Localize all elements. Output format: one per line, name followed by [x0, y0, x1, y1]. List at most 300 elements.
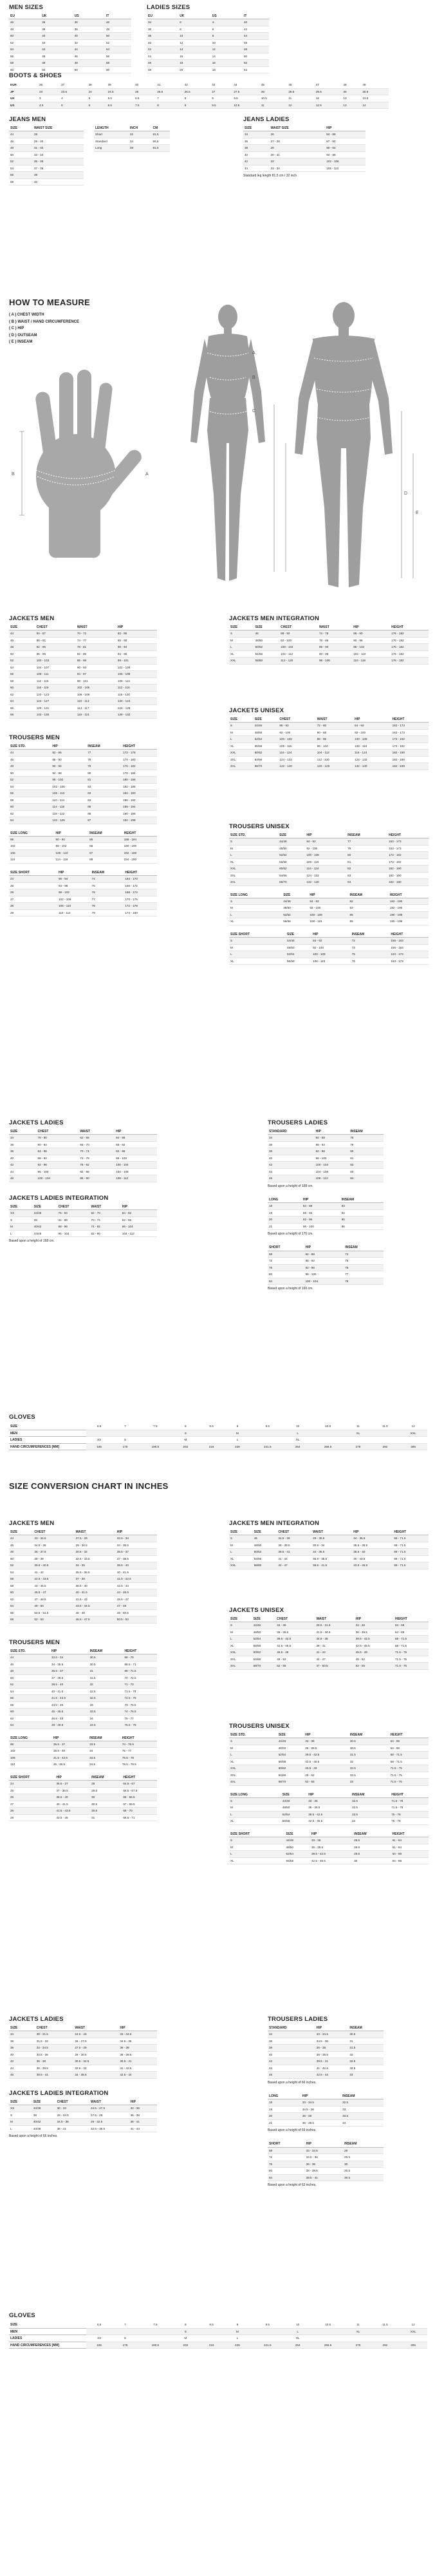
column-header: HIP [355, 1616, 394, 1622]
table-cell: 46 [253, 1535, 277, 1542]
table-cell: 42.5 - 44 [116, 1582, 157, 1589]
gloves-cell: M [172, 1437, 198, 1444]
table-row [229, 958, 429, 965]
gloves-cell: 203 [172, 2342, 198, 2349]
table-cell: 168 - 174 [124, 889, 157, 896]
table-cell: 30.5 [343, 2174, 384, 2181]
in-trousers-unisex-title: TROUSERS UNISEX [229, 1723, 290, 1730]
table-cell: L [9, 2125, 32, 2132]
table-cell: 34 - 35.5 [352, 1535, 393, 1542]
table-cell: 60 [9, 685, 35, 692]
table-row [9, 1535, 157, 1542]
table-cell: 94 - 97 [76, 671, 116, 678]
column-header: SIZE [286, 932, 311, 938]
in-gloves-table [9, 2322, 427, 2349]
table-row [229, 644, 429, 651]
table-cell: 98 - 101 [76, 677, 116, 685]
table-cell: 50 [9, 650, 35, 658]
table-cell: 44 [268, 2065, 315, 2072]
table-cell: 81.5 [152, 131, 170, 138]
table-cell: 34.5 - 36 [305, 2154, 343, 2161]
table-cell: 45.5 - 47 [33, 1589, 74, 1596]
table-cell: 80 [268, 2168, 305, 2175]
table-row [243, 145, 366, 152]
table-cell: 92 - 100 [308, 905, 348, 912]
column-header: HIP [116, 625, 157, 630]
table-cell: 43.5 - 44.5 [75, 1603, 116, 1610]
table-row [9, 1674, 157, 1681]
column-header: SIZE SHORT [9, 870, 57, 876]
table-cell: 38.5 - 40 [116, 1562, 157, 1569]
gloves-row [9, 2342, 427, 2349]
table-cell: 194 - 200 [123, 857, 157, 864]
table-header-row [9, 625, 157, 630]
table-cell: 34 - 36 [275, 1622, 315, 1629]
table-cell: 66 [9, 1609, 33, 1616]
column-header: SIZE [254, 717, 279, 723]
gloves-cell: XS [86, 1437, 112, 1444]
table-cell: 20 [178, 66, 211, 73]
table-cell: 88 - 96 [57, 1224, 90, 1231]
column-header: WAIST [79, 1129, 115, 1135]
table-cell: 24.5 - 27.5 [89, 2105, 129, 2112]
table-row [9, 1582, 157, 1589]
table-row [268, 1175, 384, 1182]
table-row [9, 1701, 157, 1709]
table-cell: 31.5 [349, 1752, 389, 1759]
table-cell: 60 [9, 804, 51, 811]
table-cell: 50 [9, 1674, 50, 1681]
table-cell: 65.5 - 67.5 [122, 1787, 157, 1794]
table-cell: 33 - 34.5 [56, 2112, 89, 2119]
table-row [9, 644, 157, 651]
table-cell: 75 - 78 [390, 1811, 429, 1818]
gloves-cell: 6.5 [86, 2322, 112, 2329]
column-header: INSEAM [353, 1832, 391, 1837]
table-header-row [268, 2094, 384, 2099]
table-cell: 84 - 88 [304, 1251, 344, 1258]
table-cell: 76 [344, 1264, 384, 1271]
column-header: HIP [305, 2141, 343, 2147]
table-cell: 48 [9, 763, 51, 770]
gloves-row-label: SIZE [9, 2322, 86, 2329]
column-header: INSEAM [344, 1245, 384, 1251]
table-cell: 45.5 - 49 [275, 1649, 315, 1656]
column-header: HIP [315, 2025, 349, 2031]
inch-section-title: SIZE CONVERSION CHART IN INCHES [9, 1481, 169, 1491]
table-cell: 27 [9, 1801, 55, 1808]
table-cell: XL [229, 958, 286, 965]
column-header: SIZE [282, 893, 308, 898]
table-cell: 38 - 39.5 [305, 2168, 343, 2175]
table-cell: 10 [178, 33, 211, 40]
table-cell: 64 [9, 817, 51, 824]
table-cell: 32.5 [89, 1695, 124, 1702]
table-cell: 29.5 [315, 88, 342, 95]
table-cell: S [229, 938, 286, 945]
table-cell: 40 [147, 39, 178, 46]
table-header-row [268, 2141, 384, 2147]
table-row [9, 88, 389, 95]
table-cell: 38 - 39.5 [118, 2051, 157, 2058]
table-cell: 86 - 92 [278, 723, 315, 730]
table-cell: 34.5 - 36 [118, 2038, 157, 2045]
table-row [9, 2125, 157, 2132]
body-label-d: D [404, 491, 408, 496]
table-cell: 33 - 36 [355, 1622, 394, 1629]
table-cell: 34 [129, 138, 152, 145]
gloves-cell: 11 [345, 2322, 371, 2329]
column-header: INSEAM [86, 744, 122, 750]
table-cell: 38 [88, 82, 107, 89]
table-cell: 72 - 80 [316, 723, 353, 730]
cm-trousers-men-table [9, 744, 157, 824]
table-cell: 56/58 [254, 743, 279, 750]
gloves-cell: M [225, 2328, 250, 2335]
table-cell: 50/52 [253, 1549, 277, 1556]
table-row [9, 138, 84, 145]
table-header-row [229, 1792, 429, 1798]
table-row [268, 2031, 384, 2038]
table-row [268, 1251, 384, 1258]
jeans-ladies-section [243, 116, 366, 178]
table-cell: 48 - 49.5 [50, 1722, 89, 1729]
table-cell: 72 [351, 938, 390, 945]
gloves-cell: 292 [371, 1443, 400, 1450]
gloves-row-label: HAND CIRCUMFERENCES [MM] [9, 2342, 86, 2349]
cm-gloves-table [9, 1423, 427, 1451]
gloves-row [9, 1437, 427, 1444]
table-cell: 36 [129, 145, 152, 152]
column-header: SIZE LONG [9, 1736, 52, 1741]
table-cell: 54 [9, 165, 33, 172]
gloves-cell: 305 [399, 1443, 427, 1450]
table-cell: 46 [9, 1175, 37, 1182]
table-cell: 32.5 - 33.5 [75, 1555, 116, 1562]
gloves-cell [345, 1437, 371, 1444]
table-row [9, 698, 157, 705]
table-cell: 173 - 182 [387, 852, 429, 859]
table-cell: 104 - 112 [279, 650, 318, 658]
table-cell: 34 [243, 131, 270, 138]
table-cell: 56/58 [252, 1642, 276, 1649]
table-row [9, 53, 131, 60]
column-header: INSEAM [88, 831, 122, 837]
table-row [94, 131, 170, 138]
gloves-cell: 9.5 [250, 1423, 285, 1430]
table-row [9, 145, 84, 152]
table-cell: 42.5 - 45.5 [310, 1857, 353, 1864]
table-cell: 71.5 - 75 [389, 1772, 429, 1779]
table-row [229, 1818, 429, 1825]
table-cell: 192 - 198 [122, 817, 157, 824]
table-row [243, 131, 366, 138]
column-header: HIP [52, 1736, 88, 1741]
table-cell: 100 - 104 [37, 1175, 79, 1182]
table-cell: L [229, 644, 254, 651]
table-cell: 24 [9, 876, 57, 883]
table-cell: 44/46 [32, 2125, 56, 2132]
table-cell: 34.5 [88, 1754, 121, 1761]
table-cell: 96 - 100 [315, 1155, 349, 1162]
table-cell: 84 - 88 [325, 131, 366, 138]
table-cell: 52 [9, 777, 51, 784]
gloves-cell: 12 [399, 2322, 427, 2329]
table-cell: 35.5 - 37 [55, 1781, 91, 1788]
table-cell: 68 - 70 [122, 1808, 157, 1815]
table-cell: 88 - 92 [302, 1209, 340, 1217]
table-cell: 112 - 115 [35, 677, 76, 685]
table-cell: 44 [9, 2065, 35, 2072]
table-cell: 102 [9, 1748, 52, 1755]
table-cell: 7 [156, 95, 183, 102]
table-cell: 44 [41, 46, 73, 53]
table-cell: 38.5 - 40 [352, 1549, 393, 1556]
table-cell: 52/54 [254, 736, 279, 743]
table-row [9, 756, 157, 763]
in-trousers-ladies [268, 2016, 384, 2187]
column-header: INSEAM [343, 2141, 384, 2147]
table-cell: 44 [243, 165, 270, 172]
table-cell: 100 - 104 [279, 644, 318, 651]
table-cell: JP [9, 88, 38, 95]
table-row [268, 2147, 384, 2154]
table-cell: 29 - 30.5 [311, 1535, 352, 1542]
table-cell: 84 [340, 1209, 384, 1217]
table-cell: 122 - 126 [51, 817, 86, 824]
table-cell: 163 - 173 [389, 958, 429, 965]
table-cell: 35.5 - 37 [52, 1741, 88, 1748]
table-cell: 14 [361, 102, 389, 109]
column-header: HIP [51, 744, 86, 750]
table-cell: 30.5 [343, 2168, 384, 2175]
table-cell: S [229, 1738, 277, 1745]
column-header: UK [178, 14, 211, 19]
table-cell: 90 - 98 [352, 637, 390, 644]
gloves-cell: 229 [225, 2342, 250, 2349]
table-row [268, 2119, 384, 2126]
gloves-cell [371, 2335, 400, 2342]
gloves-cell: 241.5 [250, 2342, 285, 2349]
table-cell: 33 - 36 [129, 2105, 157, 2112]
column-header: WAIST [318, 625, 352, 630]
table-cell: 29 - 30.5 [75, 1542, 116, 1549]
table-cell: 94 - 98 [51, 770, 86, 777]
table-cell: 116 - 124 [278, 750, 315, 757]
how-to-measure-title: HOW TO MEASURE [9, 298, 91, 307]
table-cell: 110 [9, 1761, 52, 1768]
table-cell: 58 [105, 60, 131, 67]
table-row [9, 1603, 157, 1610]
table-cell: 69 - 71.5 [393, 1555, 429, 1562]
table-cell: 33 - 34.5 [35, 2045, 74, 2052]
column-header: INSEAM [340, 1197, 384, 1203]
table-cell: 90 - 94 [325, 145, 366, 152]
table-row [9, 1661, 157, 1668]
table-row [268, 1223, 384, 1230]
table-row [229, 1622, 429, 1629]
table-row [229, 866, 429, 873]
table-cell: 88 - 96 [316, 736, 353, 743]
in-jackets-ladies-title: JACKETS LADIES [9, 2016, 64, 2023]
table-row [229, 1636, 429, 1643]
table-cell: 114 - 117 [76, 705, 116, 712]
table-cell: 98 - 102 [57, 889, 91, 896]
table-row [9, 750, 157, 757]
table-cell: 80 [349, 1148, 384, 1155]
table-row [9, 95, 389, 102]
table-cell: S [229, 1837, 285, 1844]
table-row [9, 777, 157, 784]
table-row [94, 138, 170, 145]
table-row [9, 1217, 157, 1224]
table-cell: 48 [9, 1549, 33, 1556]
table-cell: 44 [73, 46, 105, 53]
table-cell: XXL [229, 658, 254, 665]
table-cell: 182 - 190 [389, 898, 429, 905]
table-cell: 35.5 - 36.5 [75, 1569, 116, 1576]
table-cell: 180 - 186 [122, 777, 157, 784]
table-cell: 64/66 [278, 872, 305, 879]
table-cell: Standard [94, 138, 129, 145]
table-cell: 32.5 - 35.5 [89, 2125, 129, 2132]
table-cell: 88 - 91 [35, 637, 76, 644]
table-cell: M [229, 729, 254, 736]
table-row [268, 2072, 384, 2079]
table-cell: 9 [183, 102, 211, 109]
table-cell: 84 - 88 [57, 1217, 90, 1224]
table-cell: 32.5 [351, 1797, 390, 1804]
table-cell: 77 [91, 896, 124, 903]
cm-trousers-men-short-table [9, 870, 157, 916]
table-cell: 62 [9, 691, 35, 698]
gloves-cell: S [112, 2335, 138, 2342]
table-cell: 74 - 78 [318, 630, 352, 638]
table-header-row [9, 870, 157, 876]
column-header: STANDARD [268, 2025, 315, 2031]
table-cell: 39.5 - 42.5 [307, 1811, 351, 1818]
table-cell: 27.5 - 29 [89, 2112, 129, 2119]
table-row [268, 2113, 384, 2120]
gloves-cell [138, 2328, 173, 2335]
table-cell: 34 [88, 1748, 121, 1755]
table-cell: 64 [9, 698, 35, 705]
table-cell: XL [229, 1555, 253, 1562]
table-cell: 46 [9, 637, 35, 644]
table-cell: 163 - 173 [391, 723, 429, 730]
cm-trousers-unisex [229, 823, 429, 965]
table-row [229, 951, 429, 958]
in-trousers-ladies-long-table [268, 2094, 384, 2126]
table-cell: 70 - 73 [76, 630, 116, 638]
table-cell: 19 [268, 2106, 301, 2113]
table-cell: 132 - 140 [353, 763, 391, 770]
table-cell: 68 [9, 1616, 33, 1624]
table-row [229, 1779, 429, 1786]
table-cell: 173 - 182 [391, 736, 429, 743]
table-cell: 29 - 32.5 [89, 2119, 129, 2126]
table-row [229, 763, 429, 770]
table-row [229, 1549, 429, 1556]
table-header-row [94, 126, 170, 131]
table-cell: 76 [351, 958, 390, 965]
cm-trousers-unisex-table [229, 833, 429, 886]
table-cell: S [229, 630, 254, 638]
table-cell: 46 [9, 1661, 50, 1668]
cm-trousers-ladies-table [268, 1129, 384, 1182]
table-cell: 71.5 - 75 [389, 1765, 429, 1772]
table-cell: 50/52 [254, 644, 280, 651]
gloves-cell: XXL [399, 2328, 427, 2335]
table-cell: 68 [9, 712, 35, 719]
gloves-cell [86, 2328, 112, 2335]
table-cell: 46 [105, 19, 131, 26]
table-row [9, 26, 131, 33]
table-cell: 72 [268, 2154, 305, 2161]
jeans-ladies-title: JEANS LADIES [243, 116, 290, 123]
table-cell: 54 [105, 46, 131, 53]
table-cell: 47 [315, 82, 342, 89]
column-header: SIZE STD. [229, 1732, 277, 1738]
table-cell: 48 [41, 60, 73, 67]
table-cell: 62 [9, 810, 51, 817]
table-cell: 28.5 [287, 88, 315, 95]
table-cell: 45 - 46.5 [52, 1761, 88, 1768]
table-row [268, 2038, 384, 2045]
table-cell: 64 - 68 [391, 1857, 429, 1864]
jeans-men-section [9, 116, 84, 185]
gloves-cell: L [285, 2328, 311, 2335]
table-cell: 182 - 190 [387, 879, 429, 886]
table-cell: 71.5 - 74 [123, 1688, 157, 1695]
table-cell: 34/36 [32, 2105, 56, 2112]
cm-jackets-ladies-int-note: Based upon a height of 168 cm. [9, 1239, 55, 1244]
table-cell: 76 - 80 [37, 1135, 79, 1142]
table-cell: 68/70 [277, 1779, 304, 1786]
table-cell: 35.5 - 38.5 [352, 1542, 393, 1549]
table-cell: 92 - 100 [311, 944, 351, 951]
table-header-row [9, 14, 131, 19]
table-cell: 88 - 92 [115, 1141, 157, 1148]
column-header: SIZE [252, 1616, 276, 1622]
table-cell: 82 [349, 898, 389, 905]
column-header: HIP [115, 1129, 157, 1135]
table-row [9, 1688, 157, 1695]
table-cell: 48/50 [277, 1745, 304, 1752]
table-cell: 84 - 92 [121, 1210, 157, 1217]
column-header: HEIGHT [390, 625, 429, 630]
table-cell: 86 - 90 [352, 630, 390, 638]
table-row [229, 736, 429, 743]
column-header: SIZE STD. [229, 833, 278, 838]
column-header: IT [243, 14, 269, 19]
table-cell: 94 - 98 [57, 882, 91, 889]
table-cell: 84 - 88 [115, 1135, 157, 1142]
table-cell: 44/46 [281, 1797, 307, 1804]
in-trousers-men-short-table [9, 1775, 157, 1821]
cm-jackets-ladies-int [9, 1195, 157, 1243]
gloves-cell [311, 2328, 346, 2335]
column-header: INCH [129, 126, 152, 131]
table-cell: 40 [73, 33, 105, 40]
table-cell: M [229, 1542, 253, 1549]
table-cell: 44 [9, 750, 51, 757]
gloves-cell: 7 [112, 2322, 138, 2329]
table-cell: 52/54 [282, 911, 308, 918]
table-cell: 36 [9, 2038, 35, 2045]
table-cell: 39.5 - 40.5 [33, 1562, 74, 1569]
table-cell: 92 - 96 [37, 1162, 79, 1169]
